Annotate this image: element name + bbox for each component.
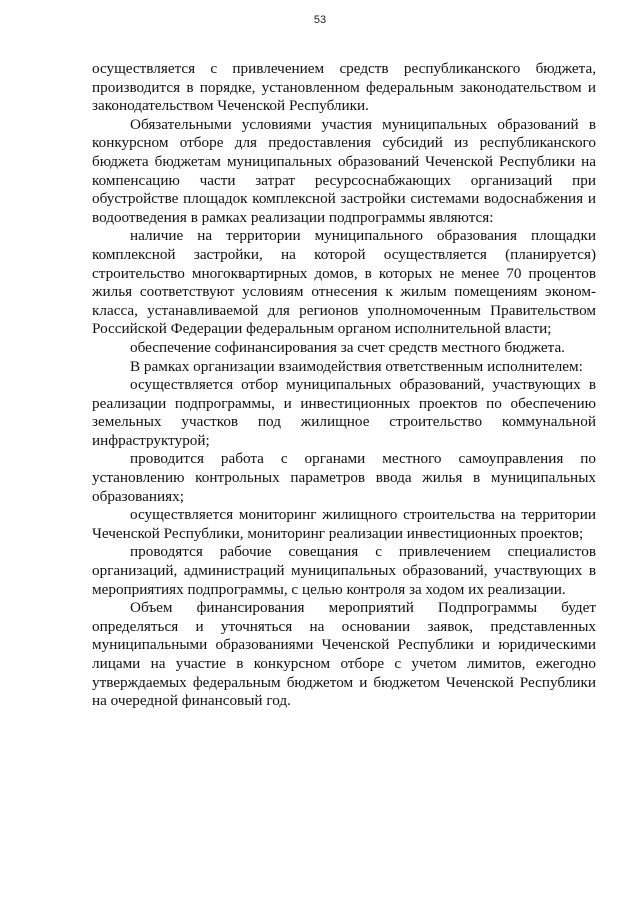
paragraph-4: обеспечение софинансирования за счет средств местного бюджета.: [130, 338, 565, 356]
paragraph-6: осуществляется отбор муниципальных образований, участвующих в реализации подпрограммы, и инвестиционных проектов по обеспечению земельных участков под жилищное строительство коммунальной инфраструктурой;: [92, 376, 596, 449]
paragraph-7: проводится работа с органами местного самоуправления по установлению контрольных параметров ввода жилья в муниципальных образованиях;: [92, 450, 596, 505]
paragraph-8: осуществляется мониторинг жилищного строительства на территории Чеченской Республики, мониторинг реализации инвестиционных проектов;: [92, 506, 596, 542]
paragraph-2: Обязательными условиями участия муниципальных образований в конкурсном отборе для предоставления субсидий из республиканского бюджета бюджетам муниципальных образований Чеченской Республики на компенсацию части затрат ресурсоснабжающих организаций при обустройстве площадок комплексной застройки системами водоснабжения и водоотведения в рамках реализации подпрограммы являются:: [92, 115, 596, 226]
paragraph-3: наличие на территории муниципального образования площадки комплексной застройки, на которой осуществляется (планируется) строительство многоквартирных домов, в которых не менее 70 процентов жилья соответствуют условиям отнесения к жилым помещениям эконом-класса, устанавливаемой для регионов уполномоченным Правительством Российской Федерации федеральным органом исполнительной власти;: [92, 227, 596, 338]
paragraph-1: осуществляется с привлечением средств республиканского бюджета, производится в порядке, установленном федеральным законодательством и законодательством Чеченской Республики.: [92, 60, 596, 115]
page-number: 53: [313, 14, 327, 26]
paragraph-5: В рамках организации взаимодействия ответственным исполнителем:: [130, 357, 583, 375]
document-body: [92, 60, 596, 711]
paragraph-9: проводятся рабочие совещания с привлечением специалистов организаций, администраций муниципальных образований, участвующих в мероприятиях подпрограммы, с целью контроля за ходом их реализации.: [92, 543, 596, 598]
paragraph-10: Объем финансирования мероприятий Подпрограммы будет определяться и уточняться на основании заявок, представленных муниципальными образованиями Чеченской Республики и юридическими лицами на участие в конкурсном отборе с учетом лимитов, ежегодно утверждаемых федеральным бюджетом и бюджетом Чеченской Республики на очередной финансовый год.: [92, 599, 596, 710]
